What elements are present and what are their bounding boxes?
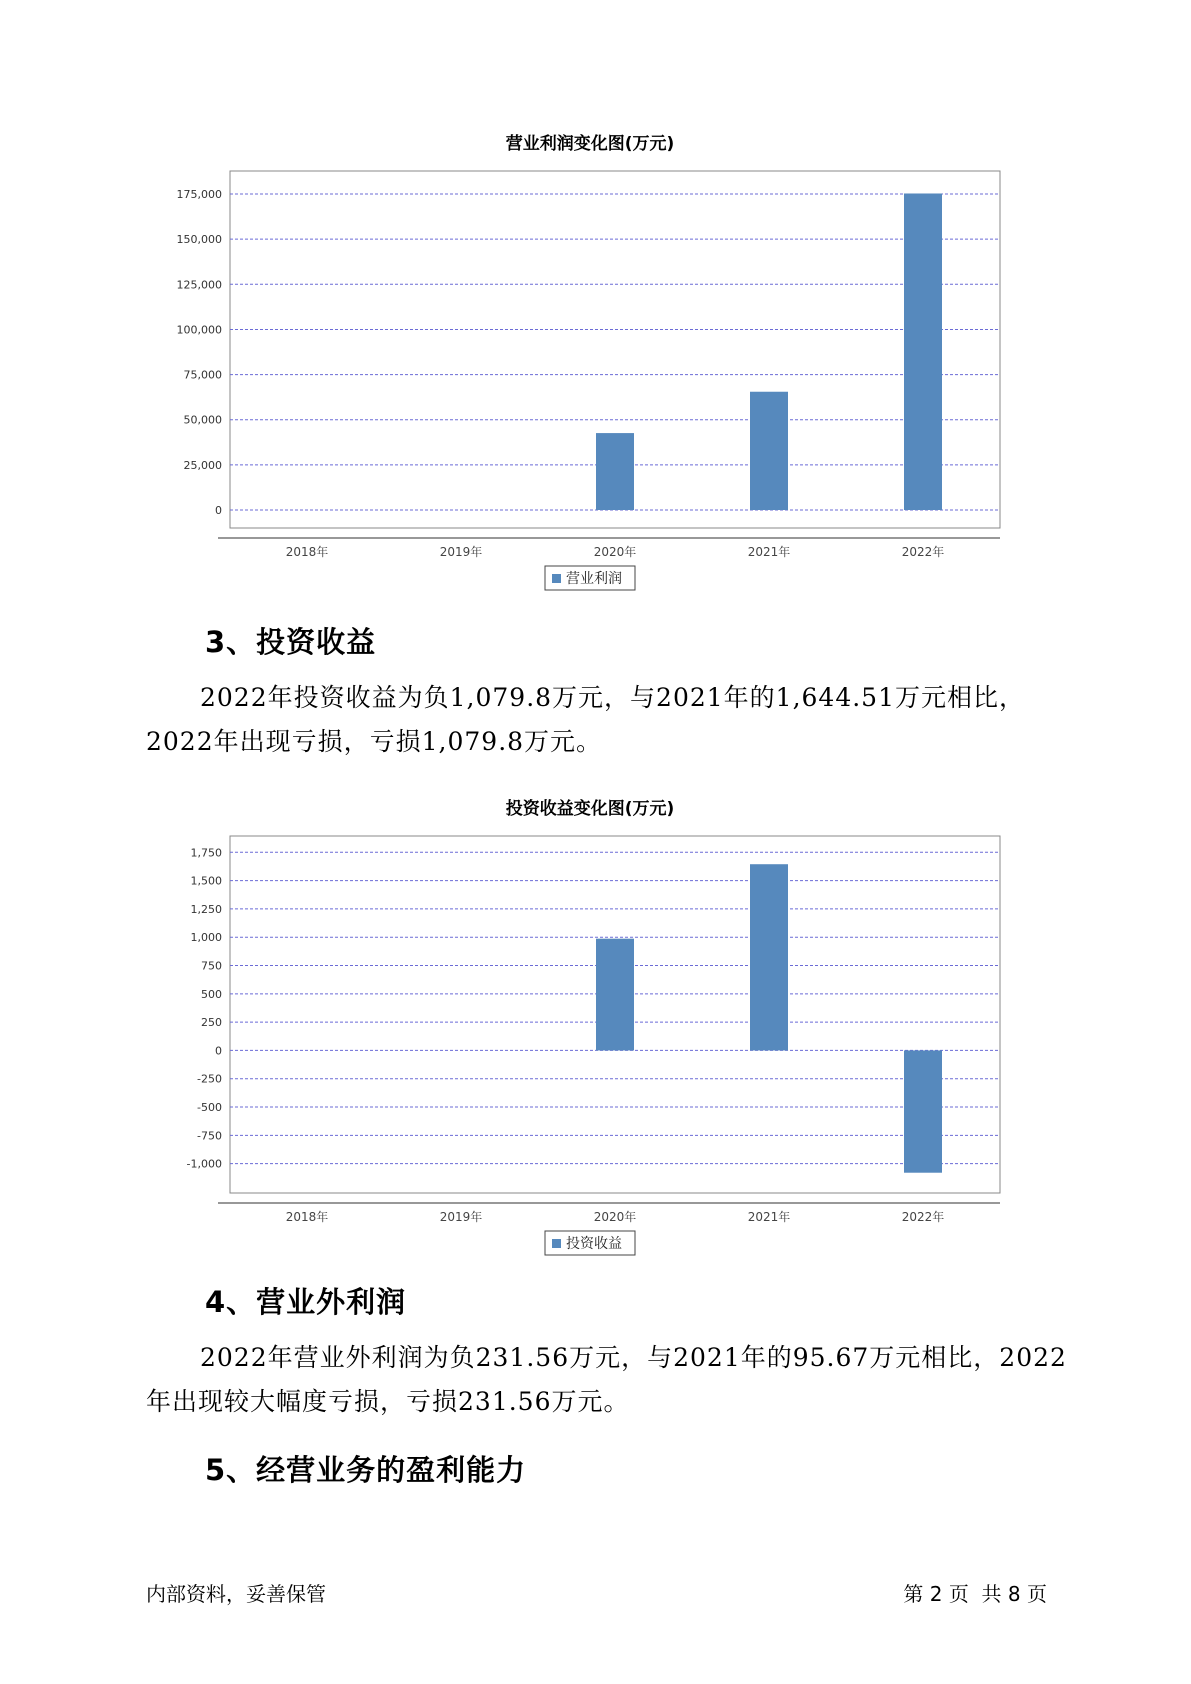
chart-title: 营业利润变化图(万元) [505,134,675,154]
y-tick-label: 1,750 [190,846,222,860]
y-tick-label: 500 [201,987,222,1001]
y-tick-label: 50,000 [183,413,222,427]
x-tick-label: 2019年 [439,545,483,559]
y-tick-label: 125,000 [176,278,222,292]
x-tick-label: 2022年 [901,545,945,559]
investment-income-text: 2022年投资收益为负1,079.8万元，与2021年的1,644.51万元相比，2022年出现亏损，亏损1,079.8万元。 [146,683,1025,756]
legend-swatch [552,574,561,583]
y-tick-label: 1,000 [190,931,222,945]
y-tick-label: 1,250 [190,902,222,916]
x-tick-label: 2019年 [439,1210,483,1224]
y-tick-label: 150,000 [176,233,222,247]
non-operating-profit-text: 2022年营业外利润为负231.56万元，与2021年的95.67万元相比，2022年出现较大幅度亏损，亏损231.56万元。 [146,1343,1067,1416]
y-tick-label: 1,500 [190,874,222,888]
x-tick-label: 2020年 [593,1210,637,1224]
investment-income-chart [150,790,1030,1270]
bar [750,864,788,1050]
bar [904,193,942,510]
x-tick-label: 2018年 [285,1210,329,1224]
y-tick-label: -250 [197,1072,222,1086]
section-heading-investment-income: 3、投资收益 [205,625,377,659]
legend-swatch [552,1239,561,1248]
operating-profit-chart [150,125,1030,605]
y-tick-label: 750 [201,959,222,973]
y-tick-label: 250 [201,1016,222,1030]
y-tick-label: 100,000 [176,323,222,337]
y-tick-label: 175,000 [176,188,222,202]
bar [596,433,634,510]
x-tick-label: 2022年 [901,1210,945,1224]
investment-income-chart-svg [150,790,1030,1270]
bar [904,1050,942,1172]
section-heading-profitability: 5、经营业务的盈利能力 [205,1453,527,1487]
y-tick-label: 75,000 [183,368,222,382]
bar [596,939,634,1051]
footer-confidential: 内部资料，妥善保管 [146,1582,326,1606]
x-tick-label: 2020年 [593,545,637,559]
y-tick-label: 25,000 [183,458,222,472]
operating-profit-chart-svg [150,125,1030,605]
x-tick-label: 2021年 [747,545,791,559]
y-tick-label: 0 [215,1044,222,1058]
footer-page-number: 第 2 页 共 8 页 [903,1582,1047,1606]
x-tick-label: 2018年 [285,545,329,559]
section-heading-non-operating-profit: 4、营业外利润 [205,1285,407,1319]
y-tick-label: -1,000 [186,1157,222,1171]
y-tick-label: 0 [215,504,222,517]
bar [750,392,788,510]
legend-label: 营业利润 [566,571,622,587]
chart-title: 投资收益变化图(万元) [505,799,675,819]
legend-label: 投资收益 [566,1236,622,1252]
y-tick-label: -750 [197,1129,222,1143]
y-tick-label: -500 [197,1101,222,1115]
x-tick-label: 2021年 [747,1210,791,1224]
